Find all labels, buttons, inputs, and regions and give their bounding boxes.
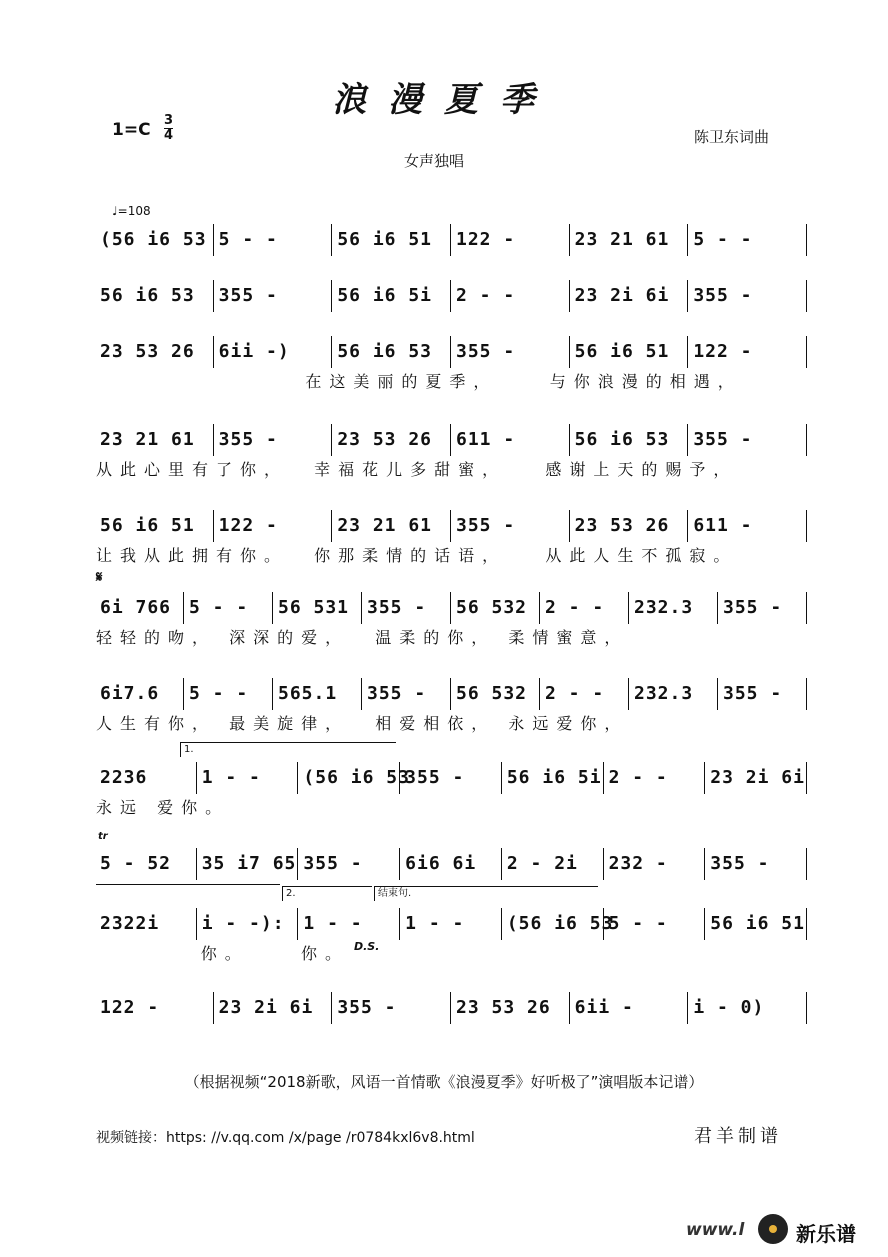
measure: 56 i6 51 [710, 913, 805, 934]
score-line [96, 228, 808, 260]
barline [603, 762, 604, 794]
barline [569, 992, 570, 1024]
barline [717, 592, 718, 624]
barline [569, 280, 570, 312]
measure: 355 - [723, 683, 783, 704]
source-note: （根据视频“2018新歌，风语一首情歌《浪漫夏季》好听极了”演唱版本记谱） [184, 1073, 704, 1091]
lyric-line: 人生有你， 最美旋律， 相爱相依， 永远爱你， [96, 714, 629, 733]
barline [213, 510, 214, 542]
measure: 6i 766 [100, 597, 172, 618]
trill-marking: tr [98, 831, 108, 842]
measure: 2 - - [608, 767, 668, 788]
measure: 2 - - [456, 285, 516, 306]
score-line [96, 340, 808, 392]
measure: 611 - [456, 429, 516, 450]
barline [196, 848, 197, 880]
score-line [96, 996, 808, 1028]
video-link[interactable]: 视频链接：https: //v.qq.com /x/page /r0784kxl6v8.html [96, 1130, 475, 1146]
barline [806, 908, 807, 940]
barline [450, 678, 451, 710]
score-line [96, 766, 808, 818]
notes-row [96, 428, 808, 452]
score-line [96, 596, 808, 648]
barline [361, 678, 362, 710]
score-line [96, 428, 808, 480]
barline [687, 280, 688, 312]
barline [331, 224, 332, 256]
tempo-marking: ♩=108 [112, 204, 151, 218]
measure: 232 - [608, 853, 668, 874]
composer-credit: 陈卫东词曲 [694, 128, 770, 146]
measure: 35 i7 65 [201, 853, 297, 874]
score-line [96, 852, 808, 884]
barline [704, 762, 705, 794]
measure: 1 - - [405, 913, 465, 934]
ending-phrase [374, 886, 598, 901]
barline [687, 992, 688, 1024]
measure: 5 - - [608, 913, 668, 934]
time-signature [164, 114, 173, 143]
barline [806, 336, 807, 368]
measure: 122 - [100, 997, 160, 1018]
notes-row [96, 996, 808, 1020]
measure: 565.1 [278, 683, 338, 704]
measure: 23 2i 6i [574, 285, 670, 306]
barline [213, 992, 214, 1024]
barline [450, 992, 451, 1024]
barline [213, 280, 214, 312]
lyric-line: 轻轻的吻， 深深的爱， 温柔的你， 柔情蜜意， [96, 628, 629, 647]
ending-phrase-label: 结束句. [378, 888, 412, 899]
measure: (56 i6 53 [303, 767, 410, 788]
measure: 6i7.6 [100, 683, 160, 704]
score-line [96, 284, 808, 316]
barline [297, 908, 298, 940]
notes-row [96, 228, 808, 252]
measure: 355 - [303, 853, 363, 874]
measure: 1 - - [201, 767, 261, 788]
barline [399, 848, 400, 880]
lyric-line: 让我从此拥有你。 你那柔情的话语， 从此人生不孤寂。 [96, 546, 738, 565]
measure: 23 21 61 [337, 515, 433, 536]
barline [539, 678, 540, 710]
measure: 23 2i 6i [218, 997, 314, 1018]
measure: 56 i6 5i [337, 285, 433, 306]
measure: 56 i6 5i [506, 767, 602, 788]
measure: 232.3 [634, 597, 694, 618]
barline [704, 848, 705, 880]
measure: 122 - [693, 341, 753, 362]
score-line [96, 682, 808, 734]
measure: 5 - - [189, 597, 249, 618]
measure: 122 - [456, 229, 516, 250]
volta-first-label: 1. [184, 744, 194, 755]
measure: 2 - - [545, 597, 605, 618]
barline [501, 762, 502, 794]
time-signature-top: 3 [164, 113, 174, 128]
brand-name: 新乐谱 [796, 1222, 856, 1246]
measure: 355 - [218, 285, 278, 306]
barline [539, 592, 540, 624]
barline [501, 908, 502, 940]
barline [603, 908, 604, 940]
barline [569, 224, 570, 256]
measure: (56 i6 53 [100, 229, 207, 250]
barline [569, 336, 570, 368]
key-signature: 1=C [112, 120, 151, 140]
measure: 23 2i 6i [710, 767, 805, 788]
notes-row [96, 514, 808, 538]
measure: 5 - - [693, 229, 753, 250]
measure: 611 - [693, 515, 753, 536]
score-line [96, 514, 808, 566]
barline [628, 592, 629, 624]
barline [687, 336, 688, 368]
barline [213, 424, 214, 456]
notes-row [96, 852, 808, 876]
brand-logo-icon [758, 1214, 788, 1244]
barline [399, 762, 400, 794]
notes-row [96, 340, 808, 364]
barline [450, 424, 451, 456]
measure: i - -): [201, 913, 285, 934]
barline [717, 678, 718, 710]
measure: 23 53 26 [456, 997, 551, 1018]
song-title: 浪漫夏季 [332, 80, 556, 120]
measure: 56 i6 51 [574, 341, 670, 362]
barline [806, 992, 807, 1024]
ds-marking: D.S. [354, 940, 380, 953]
notes-row [96, 682, 808, 706]
barline [569, 510, 570, 542]
barline [501, 848, 502, 880]
barline [450, 280, 451, 312]
barline [196, 908, 197, 940]
volta-first-ending [180, 742, 396, 757]
measure: 56 531 [278, 597, 350, 618]
barline [806, 762, 807, 794]
measure: 5 - - [189, 683, 249, 704]
barline [450, 336, 451, 368]
measure: 56 i6 53 [574, 429, 670, 450]
barline [806, 280, 807, 312]
measure: 355 - [367, 597, 427, 618]
measure: 2322i [100, 913, 160, 934]
barline [569, 424, 570, 456]
barline [603, 848, 604, 880]
repeat-bracket-line [96, 884, 280, 885]
measure: 355 - [693, 429, 753, 450]
measure: 355 - [337, 997, 397, 1018]
barline [331, 336, 332, 368]
barline [297, 848, 298, 880]
measure: 56 i6 51 [337, 229, 433, 250]
measure: 2236 [100, 767, 148, 788]
measure: 232.3 [634, 683, 694, 704]
barline [450, 510, 451, 542]
measure: 5 - 52 [100, 853, 172, 874]
measure: 355 - [405, 767, 465, 788]
lyric-line: 永远 爱你。 [96, 798, 230, 817]
barline [806, 592, 807, 624]
barline [297, 762, 298, 794]
segno-sign: 𝄋 [96, 568, 103, 586]
measure: 56 i6 51 [100, 515, 195, 536]
score-line [96, 912, 808, 964]
notes-row [96, 766, 808, 790]
barline [272, 592, 273, 624]
barline [806, 424, 807, 456]
measure: 2 - - [545, 683, 605, 704]
barline [687, 510, 688, 542]
measure: 56 532 [456, 597, 528, 618]
volta-second-ending [282, 886, 372, 901]
barline [450, 592, 451, 624]
barline [628, 678, 629, 710]
barline [399, 908, 400, 940]
volta-second-label: 2. [286, 888, 296, 899]
voice-type: 女声独唱 [404, 152, 465, 170]
measure: 355 - [723, 597, 783, 618]
measure: 23 21 61 [100, 429, 195, 450]
barline [331, 424, 332, 456]
measure: 122 - [218, 515, 278, 536]
barline [806, 848, 807, 880]
measure: 5 - - [218, 229, 278, 250]
barline [704, 908, 705, 940]
measure: 23 53 26 [100, 341, 195, 362]
measure: 23 53 26 [337, 429, 433, 450]
measure: 355 - [367, 683, 427, 704]
barline [196, 762, 197, 794]
measure: 23 21 61 [574, 229, 670, 250]
barline [183, 678, 184, 710]
measure: 355 - [693, 285, 753, 306]
measure: 355 - [710, 853, 770, 874]
lyric-line: 你。 你。 [96, 944, 350, 963]
time-signature-bottom: 4 [164, 128, 174, 143]
barline [331, 992, 332, 1024]
barline [806, 224, 807, 256]
measure: (56 i6 53 [506, 913, 614, 934]
measure: 355 - [218, 429, 278, 450]
measure: 6i6 6i [405, 853, 477, 874]
barline [806, 678, 807, 710]
measure: 2 - 2i [506, 853, 578, 874]
barline [213, 336, 214, 368]
measure: 6ii -) [218, 341, 290, 362]
barline [687, 224, 688, 256]
measure: 56 532 [456, 683, 528, 704]
lyric-line: 在这美丽的夏季， 与你浪漫的相遇， [96, 372, 742, 391]
notes-row [96, 596, 808, 620]
measure: 355 - [456, 515, 516, 536]
measure: 1 - - [303, 913, 363, 934]
transcriber-signature: 君羊制谱 [694, 1126, 782, 1147]
barline [331, 510, 332, 542]
measure: 56 i6 53 [337, 341, 433, 362]
barline [272, 678, 273, 710]
barline [331, 280, 332, 312]
measure: i - 0) [693, 997, 765, 1018]
notes-row [96, 284, 808, 308]
measure: 355 - [456, 341, 516, 362]
barline [183, 592, 184, 624]
barline [806, 510, 807, 542]
notes-row [96, 912, 808, 936]
site-watermark: www.l [686, 1220, 745, 1240]
barline [361, 592, 362, 624]
lyric-line: 从此心里有了你， 幸福花儿多甜蜜， 感谢上天的赐予， [96, 460, 738, 479]
measure: 56 i6 53 [100, 285, 195, 306]
barline [450, 224, 451, 256]
measure: 6ii - [574, 997, 634, 1018]
measure: 23 53 26 [574, 515, 670, 536]
barline [687, 424, 688, 456]
barline [213, 224, 214, 256]
